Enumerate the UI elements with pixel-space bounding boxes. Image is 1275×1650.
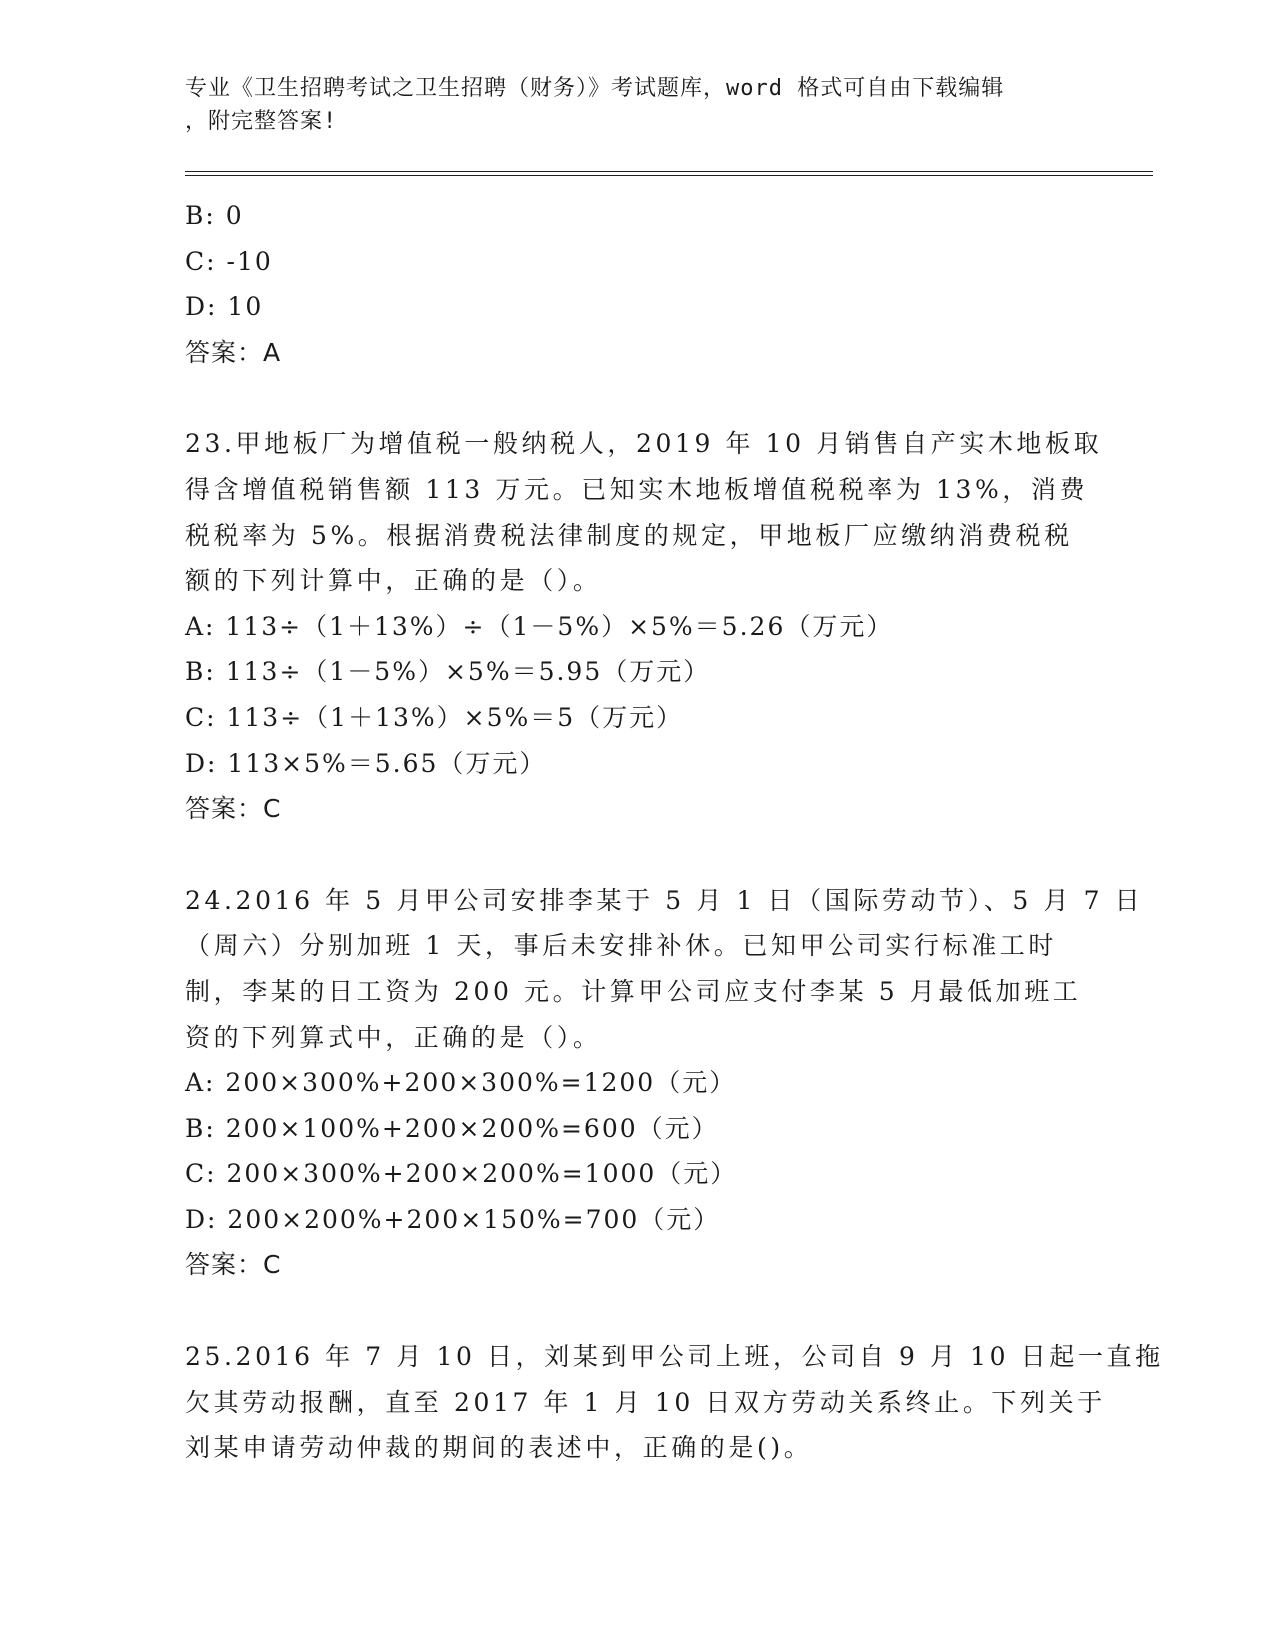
- header-line-1: 专业《卫生招聘考试之卫生招聘（财务）》考试题库，word 格式可自由下载编辑: [185, 76, 1005, 101]
- question-text-line: 资的下列算式中，正确的是（）。: [185, 1022, 602, 1052]
- page-header: [185, 72, 1065, 138]
- question-text-line: 欠其劳动报酬，直至 2017 年 1 月 10 日双方劳动关系终止。下列关于: [185, 1387, 1106, 1417]
- option-b: B: 113÷（1－5%）×5%＝5.95（万元）: [185, 657, 711, 687]
- header-rule-top: [185, 171, 1153, 172]
- option-c: C: 200×300%+200×200%=1000（元）: [185, 1159, 738, 1189]
- question-text-line: 税税率为 5%。根据消费税法律制度的规定，甲地板厂应缴纳消费税税: [185, 520, 1073, 550]
- header-line-2: ，附完整答案!: [185, 109, 338, 134]
- question-text-line: 24.2016 年 5 月甲公司安排李某于 5 月 1 日（国际劳动节）、5 月 7 日: [185, 885, 1144, 915]
- question-text-line: 制，李某的日工资为 200 元。计算甲公司应支付李某 5 月最低加班工: [185, 976, 1082, 1006]
- option-d: D: 113×5%＝5.65（万元）: [185, 748, 547, 778]
- header-rule-bottom: [185, 175, 1153, 176]
- question-23: [185, 421, 1103, 831]
- option-b: B: 0: [185, 201, 244, 230]
- answer: 答案：C: [185, 1250, 282, 1280]
- option-a: A: 113÷（1＋13%）÷（1－5%）×5%＝5.26（万元）: [185, 611, 894, 641]
- question-text-line: 额的下列计算中，正确的是（）。: [185, 566, 602, 596]
- answer: 答案：A: [185, 337, 282, 367]
- question-text-line: 25.2016 年 7 月 10 日，刘某到甲公司上班，公司自 9 月 10 日起一直拖: [185, 1342, 1164, 1372]
- question-text-line: 得含增值税销售额 113 万元。已知实木地板增值税税率为 13%，消费: [185, 474, 1089, 504]
- option-c: C: -10: [185, 246, 273, 276]
- question-24: [185, 878, 1144, 1288]
- option-d: D: 200×200%+200×150%=700（元）: [185, 1204, 721, 1234]
- option-b: B: 200×100%+200×200%=600（元）: [185, 1113, 719, 1143]
- question-text-line: 23.甲地板厂为增值税一般纳税人，2019 年 10 月销售自产实木地板取: [185, 429, 1103, 459]
- question-text-line: （周六）分别加班 1 天，事后未安排补休。已知甲公司实行标准工时: [185, 931, 1058, 961]
- question-text-line: 刘某申请劳动仲裁的期间的表述中，正确的是()。: [185, 1433, 813, 1463]
- option-a: A: 200×300%+200×300%=1200（元）: [185, 1068, 737, 1098]
- answer: 答案：C: [185, 794, 282, 824]
- document-body: [185, 193, 1164, 1471]
- option-d: D: 10: [185, 292, 264, 322]
- option-c: C: 113÷（1＋13%）×5%＝5（万元）: [185, 702, 684, 732]
- question-25: [185, 1334, 1164, 1471]
